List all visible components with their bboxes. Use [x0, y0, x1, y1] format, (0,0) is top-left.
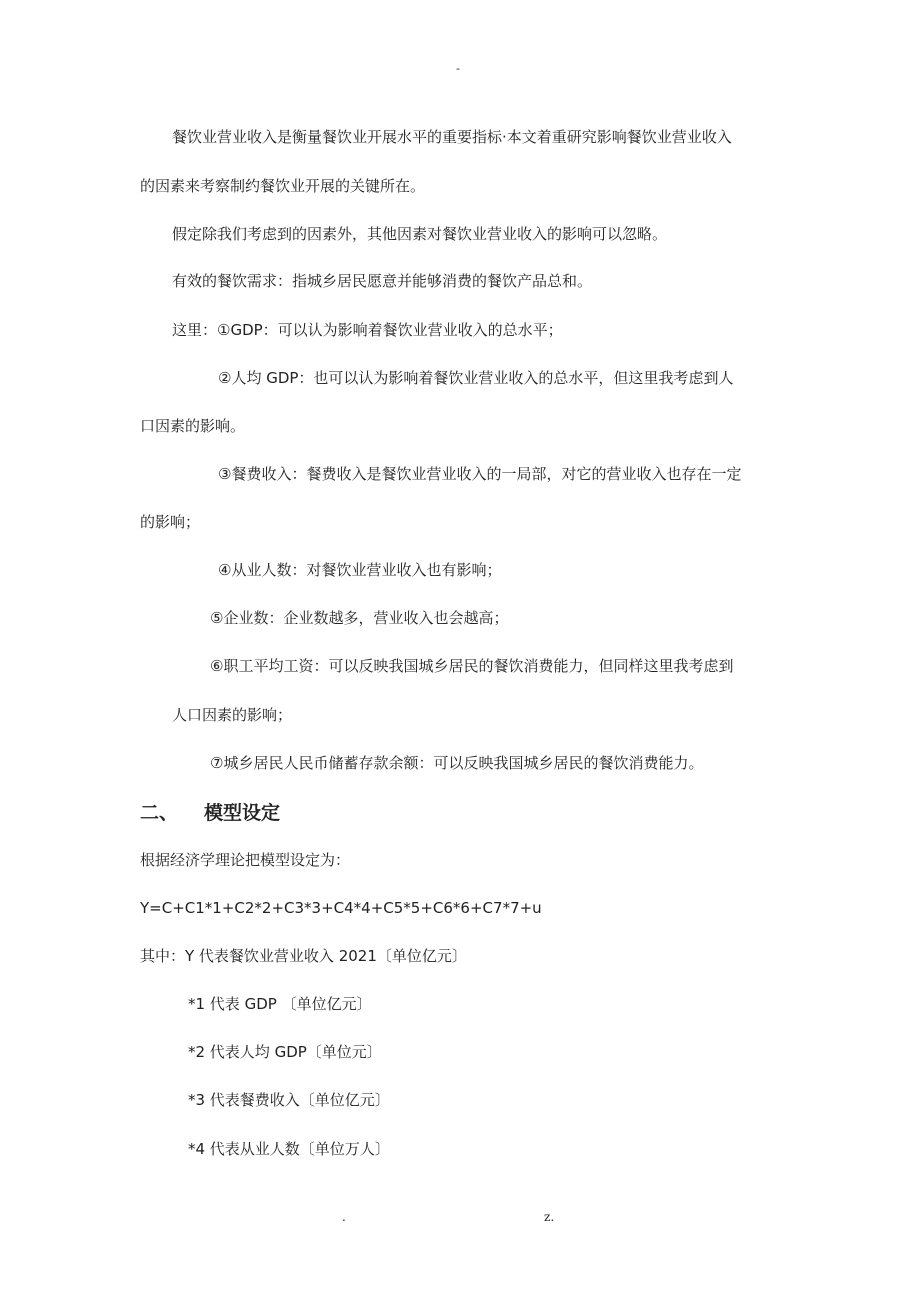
section-number: 二、 [140, 802, 179, 824]
variable-definition: *1 代表 GDP 〔单位亿元〕 [188, 995, 372, 1013]
paragraph-line: 的因素来考察制约餐饮业开展的关键所在。 [140, 177, 426, 195]
variable-definition: *4 代表从业人数〔单位万人〕 [188, 1140, 390, 1158]
footer-right-mark: z. [544, 1210, 555, 1224]
paragraph-line: 的影响； [140, 513, 201, 531]
model-where: 其中：Y 代表餐饮业营业收入 2021〔单位亿元〕 [140, 947, 467, 965]
section-heading [140, 798, 280, 825]
paragraph-line: 人口因素的影响； [172, 706, 293, 724]
paragraph-line: 这里：①GDP：可以认为影响着餐饮业营业收入的总水平； [172, 321, 563, 339]
paragraph-line: 口因素的影响。 [140, 417, 246, 435]
paragraph-line: ⑥职工平均工资：可以反映我国城乡居民的餐饮消费能力，但同样这里我考虑到 [210, 657, 734, 675]
variable-definition: *2 代表人均 GDP〔单位元〕 [188, 1043, 382, 1061]
model-formula: Y=C+C1*1+C2*2+C3*3+C4*4+C5*5+C6*6+C7*7+u [140, 899, 542, 917]
header-mark: - [456, 62, 460, 75]
paragraph-line: ③餐费收入：餐费收入是餐饮业营业收入的一局部，对它的营业收入也存在一定 [218, 465, 742, 483]
paragraph-line: ⑤企业数：企业数越多，营业收入也会越高； [210, 609, 509, 627]
paragraph-line: ⑦城乡居民人民币储蓄存款余额：可以反映我国城乡居民的餐饮消费能力。 [210, 754, 704, 772]
paragraph-line: ②人均 GDP：也可以认为影响着餐饮业营业收入的总水平，但这里我考虑到人 [218, 369, 734, 387]
footer-left-mark: . [342, 1210, 346, 1224]
paragraph-line: 餐饮业营业收入是衡量餐饮业开展水平的重要指标·本文着重研究影响餐饮业营业收入 [172, 128, 732, 146]
model-intro: 根据经济学理论把模型设定为： [140, 851, 351, 869]
section-title: 模型设定 [204, 802, 281, 824]
paragraph-line: 假定除我们考虑到的因素外，其他因素对餐饮业营业收入的影响可以忽略。 [172, 225, 668, 243]
variable-definition: *3 代表餐费收入〔单位亿元〕 [188, 1091, 390, 1109]
paragraph-line: ④从业人数：对餐饮业营业收入也有影响； [218, 561, 502, 579]
paragraph-line: 有效的餐饮需求：指城乡居民愿意并能够消费的餐饮产品总和。 [172, 272, 593, 290]
